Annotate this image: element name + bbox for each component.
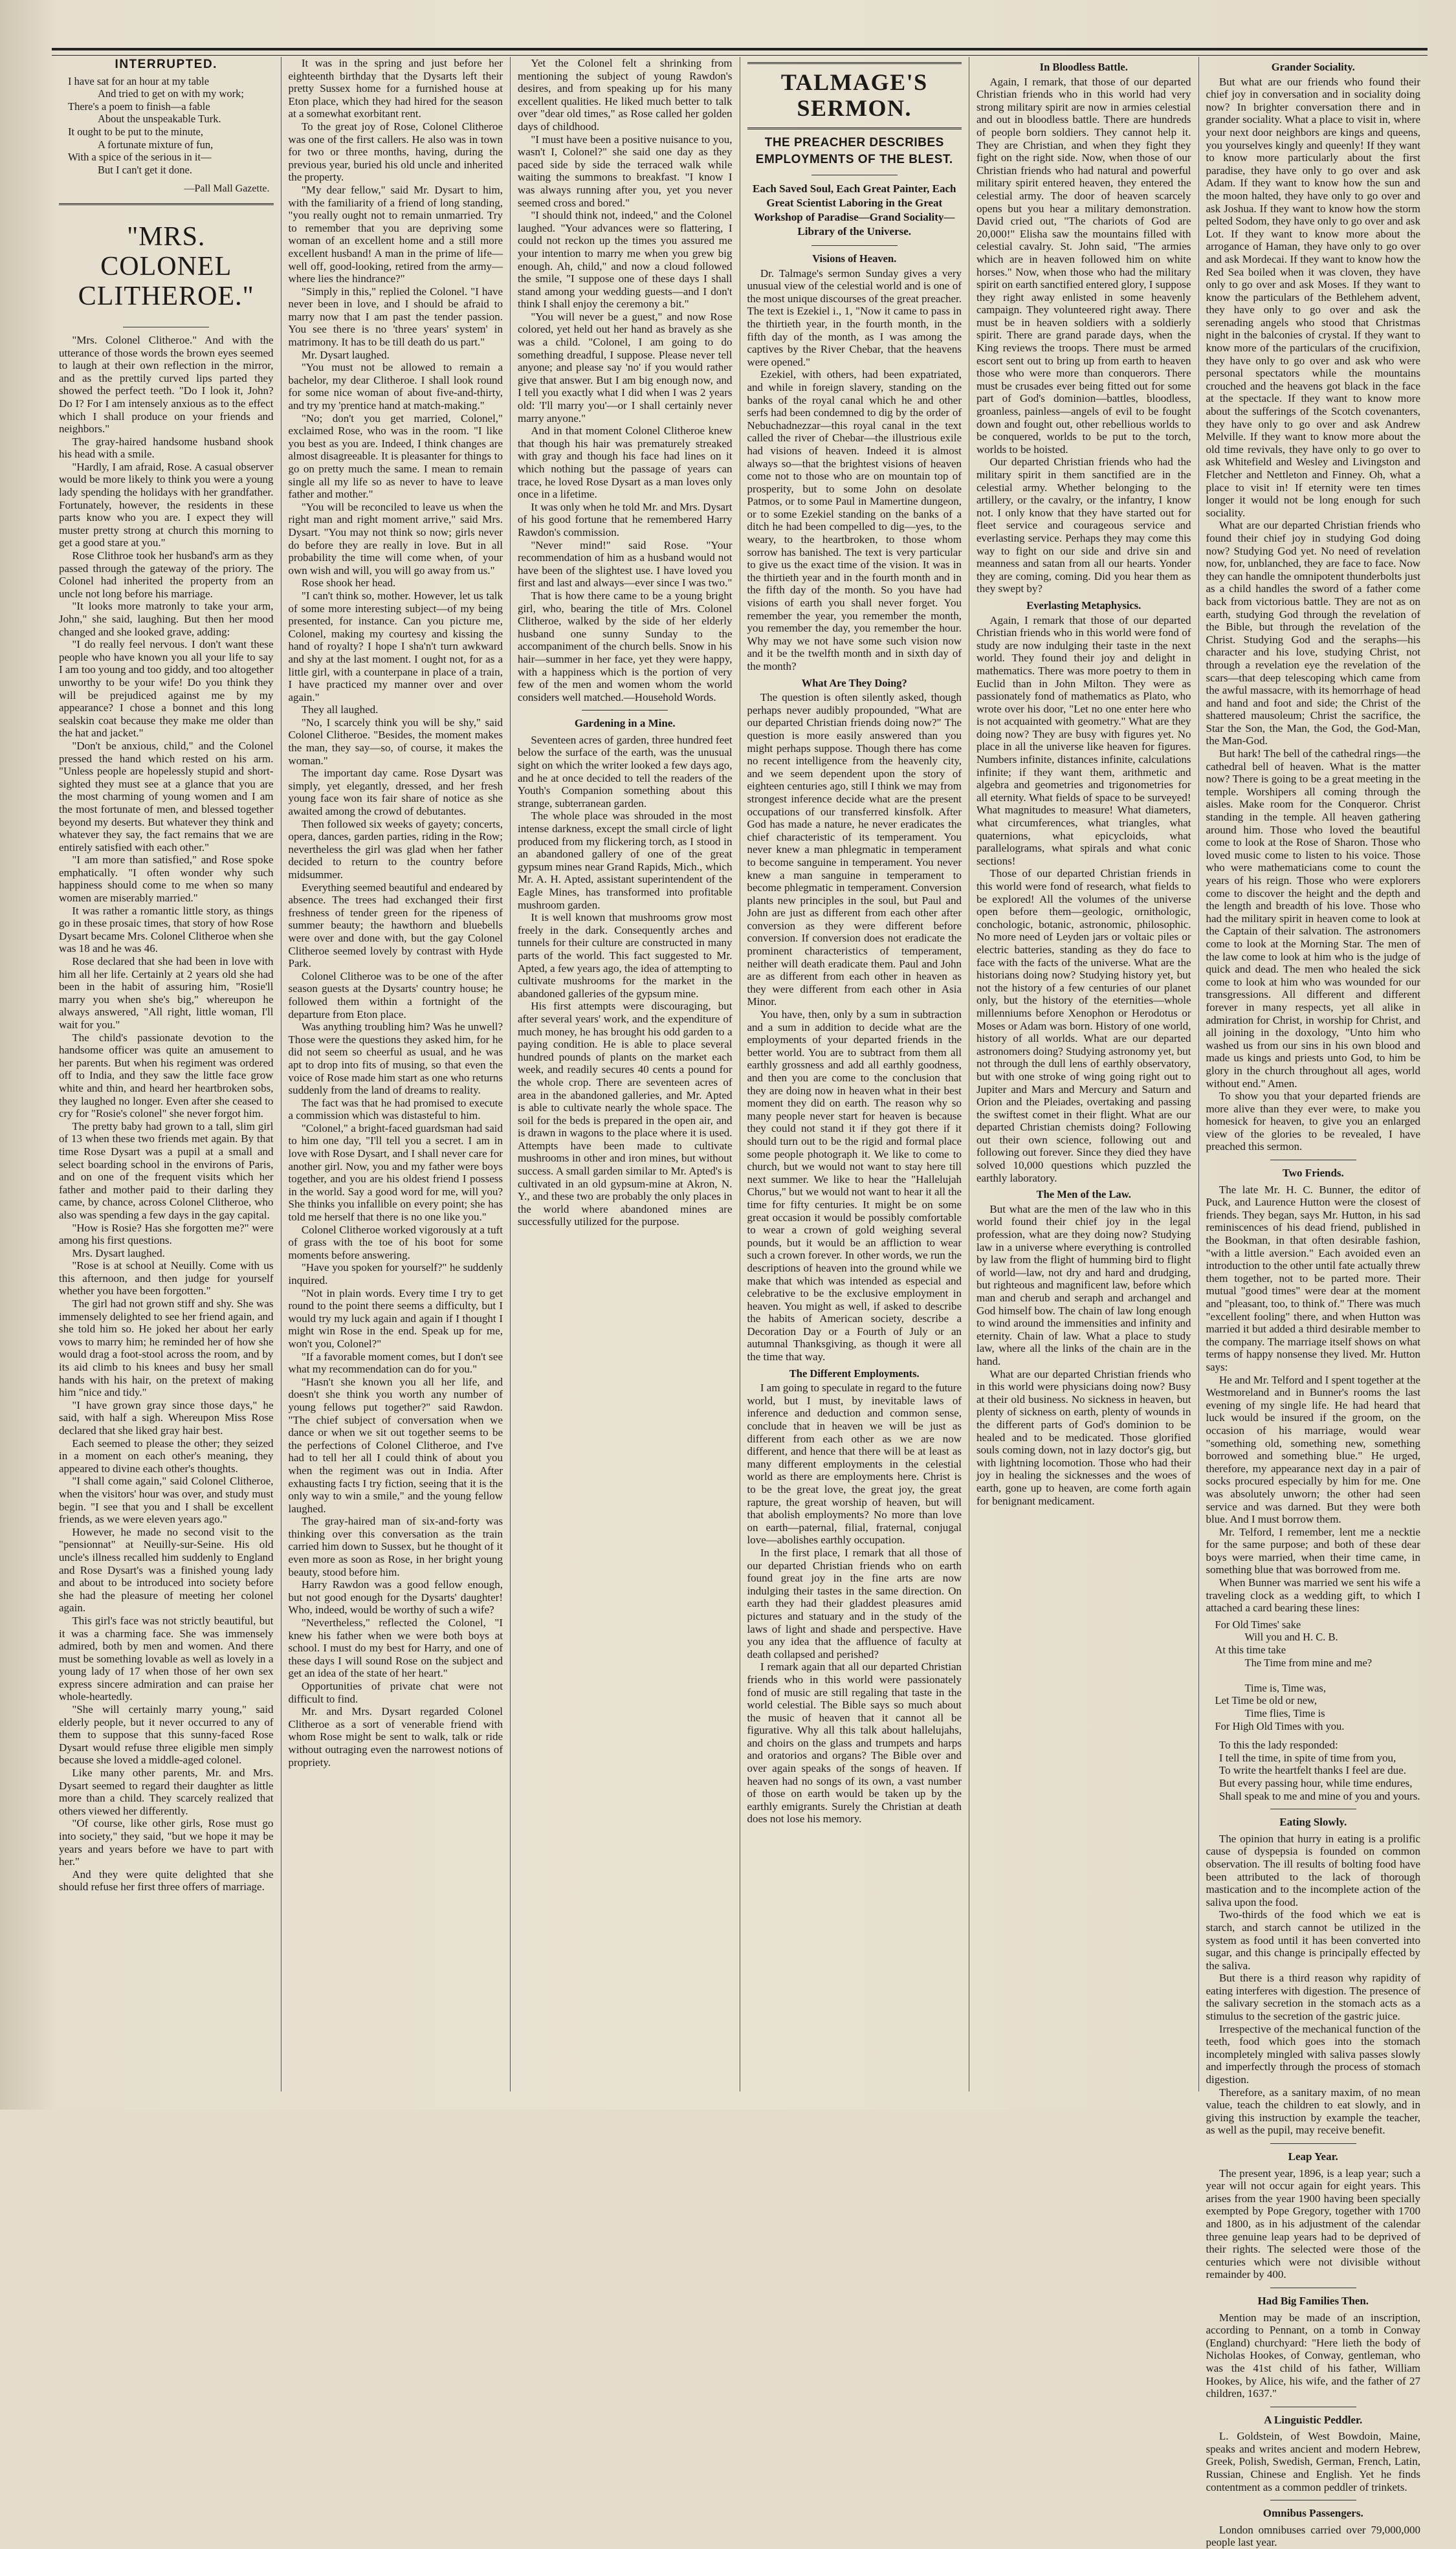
verse-line: Will you and H. C. B.	[1244, 1631, 1338, 1644]
section-divider	[59, 203, 274, 205]
item-paragraph: Mr. Telford, I remember, lent me a necktie for the same purpose; and both of these dear boys were married, when their time came, in something blue that was borrowed from me.	[1206, 1525, 1420, 1576]
item-title: Leap Year.	[1288, 2150, 1338, 2163]
poem-line: A fortunate mixture of fun,	[98, 138, 214, 151]
story-body-continued	[518, 57, 733, 703]
story-paragraph: The fact was that he had promised to execute a commission which was distasteful to him.	[288, 1096, 503, 1122]
story-paragraph: "Nevertheless," reflected the Colonel, "I knew his father when we were both boys at school. I must do my best for Harry, and one of these days I will sound Rose on the subject and get an idea of the state of her heart."	[288, 1617, 503, 1680]
story-paragraph: Colonel Clitheroe worked vigorously at a tuft of grass with the toe of his boot for some moments before answering.	[288, 1223, 503, 1261]
deck-rule	[811, 245, 898, 246]
story-paragraph: "You must not be allowed to remain a bachelor, my dear Clitheroe. I shall look round for some nice woman of about five-and-thirty, and try my 'prentice hand at match-making."	[288, 361, 503, 412]
poem-line: With a spice of the serious in it—	[68, 151, 212, 164]
story-paragraph: Colonel Clitheroe was to be one of the after season guests at the Dysarts' country house; he followed them within a fortnight of the departure from Eton place.	[288, 969, 503, 1021]
story-paragraph: "Mrs. Colonel Clitheroe." And with the utterance of those words the brown eyes seemed to laugh at their own reflection in the mirror, and as the prettily curved lips parted they showed the perfect teeth. "Do I look it, John? Do I? For I am intensely anxious as to the effect which I shall produce on your friends and neighbors."	[59, 333, 274, 436]
item-title: A Linguistic Peddler.	[1264, 2413, 1363, 2426]
item-paragraph: Shall speak to me and mine of you and yours.	[1219, 1789, 1420, 1802]
story-paragraph: "I must have been a positive nuisance to you, wasn't I, Colonel?" she said one day as they paced side by side the terraced walk while waiting the summons to breakfast. "I know I was always running after you, yet you never seemed cross and bored."	[518, 133, 733, 209]
sermon-subhead: The Men of the Law.	[1036, 1188, 1131, 1201]
story-paragraph: "I am more than satisfied," and Rose spoke emphatically. "I often wonder why such happiness should come to me when so many women are miserably married."	[59, 854, 274, 905]
story-paragraph: This girl's face was not strictly beautiful, but it was a charming face. She was immensely admired, both by men and women. And there must be something lovable as well as lovely in a young lady of 17 when those of her own sex express sincere admiration and can praise her whole-heartedly.	[59, 1614, 274, 1703]
item-paragraph: But there is a third reason why rapidity of eating interferes with digestion. The presence of the salivary secretion in the stomach acts as a stimulus to the secretion of the gastric juice.	[1206, 1972, 1420, 2023]
verse-line: For High Old Times with you.	[1215, 1719, 1345, 1732]
story-paragraph: Harry Rawdon was a good fellow enough, but not good enough for the Dysarts' daughter! Who, indeed, would be worthy of such a wife?	[288, 1578, 503, 1617]
gardening-title: Gardening in a Mine.	[574, 717, 676, 730]
story-paragraph: And in that moment Colonel Clitheroe knew that though his hair was prematurely streaked with gray and though his face had lines on it which nothing but the passage of years can trace, he loved Rose Dysart as a man loves only once in a lifetime.	[518, 425, 733, 501]
column-5	[969, 57, 1199, 2091]
story-paragraph: The gray-haired man of six-and-forty was thinking over this conversation as the train carried him down to Sussex, but he thought of it even more as soon as Rose, in her bright young beauty, stood before him.	[288, 1515, 503, 1578]
story-paragraph: The girl had not grown stiff and shy. She was immensely delighted to see her friend again, and she told him so. He joked her about her early vows to marry him; he reminded her of how she would drag a foot-stool across the room, and by its aid climb to his knees and busy her small hands with his hair, on the pretext of making him "nice and tidy."	[59, 1297, 274, 1399]
sermon-paragraph: To show you that your departed friends are more alive than they ever were, to make you homesick for heaven, to give you an enlarged view of the glories to be revealed, I have preached this sermon.	[1206, 1090, 1420, 1153]
sermon-paragraph: But hark! The bell of the cathedral rings—the cathedral bell of heaven. What is the matter now? There is going to be a great meeting in the temple. Worshipers all coming through the aisles. Make room for the Conqueror. Christ standing in the temple. All heaven gathering around him. Those who loved the beautiful come to look at the Rose of Sharon. Those who loved music come to listen to his voice. Those who were mathematicians come to count the years of his reign. Those who were explorers come to discover the height and the depth and the length and breadth of his love. Those who had the military spirit in heaven come to look at the Captain of their salvation. The astronomers come to look at the Morning Star. The men of the law come to look at him who is the judge of quick and dead. The men who healed the sick come to look at him who was wounded for our transgressions. All different and different forever in many respects, yet all alike in admiration for Christ, in worship for Christ, and all joining in the doxology, "Unto him who washed us from our sins in his own blood and made us kings and priests unto God, to him be glory in the church throughout all ages, world without end." Amen.	[1206, 747, 1420, 1090]
story-paragraph: Mr. and Mrs. Dysart regarded Colonel Clitheroe as a sort of venerable friend with whom Rose might be sent to walk, talk or ride without outraging even the narrowest notions of propriety.	[288, 1705, 503, 1769]
story-paragraph: Each seemed to please the other; they seized in a moment on each other's meaning, they appeared to divine each other's thoughts.	[59, 1437, 274, 1475]
item-paragraph: To write the heartfelt thanks I feel are due.	[1219, 1764, 1406, 1777]
sermon-rule-top	[747, 62, 962, 64]
poem-line: About the unspeakable Turk.	[98, 113, 221, 126]
story-paragraph: Was anything troubling him? Was he unwell? Those were the questions they asked him, for he did not seem so cheerful as usual, and he was apt to drop into fits of musing, so that even the voice of Rose made him start as one who returns suddenly from the land of dreams to reality.	[288, 1021, 503, 1097]
story-paragraph: "Of course, like other girls, Rose must go into society," they said, "but we hope it may be years and years before we have to part with her."	[59, 1817, 274, 1868]
sermon-subdeck: Each Saved Soul, Each Great Painter, Each Great Scientist Laboring in the Great Workshop of Paradise—Grand Sociality—Library of the Universe.	[752, 182, 956, 237]
sermon-subhead: Grander Sociality.	[1271, 61, 1355, 73]
sermon-rule-bottom	[747, 127, 962, 129]
masthead-rule	[52, 48, 1428, 56]
sermon-body	[747, 267, 962, 1826]
item-title: Omnibus Passengers.	[1263, 2507, 1363, 2520]
story-paragraph: "If a favorable moment comes, but I don't see what my recommendation can do for you."	[288, 1350, 503, 1376]
story-paragraph: "Don't be anxious, child," and the Colonel pressed the hand which rested on his arm. "Unless people are hopelessly stupid and short-sighted they must see at a glance that you are the most charming of young women and I am the most fortunate of men, and blessed together beyond my deserts. But whatever they think and whatever they say, the fact remains that we are entirely satisfied with each other."	[59, 739, 274, 854]
sermon-paragraph: Again, I remark, that those of our departed Christian friends who in this world had very strong military spirit are now in armies celestial and out in bloodless battle. There are hundreds of people born soldiers. They cannot help it. They are Christian, and when they fight they fight on the right side. Now, when those of our Christian friends who had natural and powerful military spirit entered heaven, they entered the celestial army. The door of heaven scarcely opens but you hear a military demonstration. David cried out, "The chariots of God are 20,000!" Elisha saw the mountains filled with celestial cavalry. St. John said, "The armies which are in heaven followed him on white horses." Now, when those who had the military spirit on earth sanctified entered glory, I suppose they right away enlisted in some heavenly campaign. They volunteered right away. There must be in heaven soldiers with a soldierly spirit. There are grand parade days, when the King reviews the troops. There must be armed escort sent out to bring up from earth to heaven those who were more than conquerors. There must be crusades ever being fitted out for some part of God's dominion—battles, bloodless, groanless, painless—angels of evil to be fought down and fought out, other rebellious worlds to be conquered, worlds to be put to the torch, worlds to be hoisted.	[976, 75, 1191, 456]
story-paragraph: Yet the Colonel felt a shrinking from mentioning the subject of young Rawdon's desires, and from speaking up for his many excellent qualities. He liked much better to talk over "dear old times," as Rose called her golden days of childhood.	[518, 57, 733, 133]
item-title: Two Friends.	[1282, 1167, 1344, 1180]
item-paragraph: To this the lady responded:	[1219, 1739, 1338, 1752]
story-paragraph: "I shall come again," said Colonel Clitheroe, when the visitors' hour was over, and study must begin. "I see that you and I shall be excellent friends, as we were eleven years ago."	[59, 1475, 274, 1526]
verse-line: Time is, Time was,	[1244, 1681, 1326, 1694]
sermon-subhead: In Bloodless Battle.	[1039, 61, 1128, 73]
story-paragraph: "How is Rosie? Has she forgotten me?" were among his first questions.	[59, 1221, 274, 1247]
item-paragraph: Mention may be made of an inscription, according to Pennant, on a tomb in Conway (England) churchyard: "Here lieth the body of Nicholas Hookes, of Conway, gentleman, who was the 41st child of his father, William Hookes, by Alice, his wife, and the father of 27 children, 1637."	[1206, 2311, 1420, 2400]
sermon-body-continued	[976, 61, 1191, 1507]
story-paragraph: Mr. Dysart laughed.	[301, 348, 390, 361]
story-paragraph: The important day came. Rose Dysart was simply, yet elegantly, dressed, and her fresh young face won its fair share of notice as she awaited among the crowd of debutantes.	[288, 767, 503, 818]
item-paragraph: The opinion that hurry in eating is a prolific cause of dyspepsia is founded on common observation. The ill results of bolting food have been attributed to the lack of thorough mastication and to the incomplete action of the saliva upon the food.	[1206, 1832, 1420, 1908]
sermon-paragraph: Those of our departed Christian friends in this world were fond of research, what fields to be explored! All the volumes of the universe open before them—geologic, ornithologic, conchologic, botanic, astronomic, philosophic. No more need of Leyden jars or voltaic piles or electric batteries, standing as they do face to face with the facts of the universe. What are the historians doing now? Studying history yet, but not the history of a few centuries of our planet only, but the history of the eternities—whole millenniums before Xenophon or Herodotus or Moses or Adam was born. History of one world, history of all worlds. What are our departed astronomers doing? Studying astronomy yet, but not through the dull lens of earthly observatory, but with one stroke of wing going right out to Jupiter and Mars and Mercury and Saturn and Orion and the Pleiades, overtaking and passing the swiftest comet in their flight. What are our departed Christian chemists doing? Following out their own science, following out and following out forever. Since they died they have solved 10,000 questions which puzzled the earthly laboratory.	[976, 867, 1191, 1184]
sermon-paragraph: But what are our friends who found their chief joy in conversation and in sociality doing now? In brighter conversation there and in grander sociality. What a place to visit in, where your next door neighbors are kings and queens, you yourselves kingly and queenly! If they want to know more particularly about the first paradise, they have only to go over and ask Adam. If they want to know how the sun and the moon halted, they have only to go over and ask Joshua. If they want to know how the storm pelted Sodom, they have only to go over and ask Lot. If they want to know more about the arrogance of Haman, they have only to go over and ask Mordecai. If they want to know how the Red Sea boiled when it was cloven, they have only to go over and ask Moses. If they want to know the particulars of the Bethlehem advent, they have only to go over and ask the serenading angels who stood that Christmas night in the balconies of crystal. If they want to know more of the particulars of the crucifixion, they have only to go over and ask who were personal spectators while the mountains crouched and the heavens got black in the face at the spectacle. If they want to know more about the sufferings of the Scotch covenanters, they have only to go over and ask Andrew Melville. If they want to know more about the old time revivals, they have only to go over to ask Whitefield and Wesley and Livingston and Fletcher and Nettleton and Finney. Oh, what a place to visit in! If eternity were ten times longer it would not be long enough for such sociality.	[1206, 75, 1420, 519]
story-paragraph: "Never mind!" said Rose. "Your recommendation of him as a husband would not have been of the slightest use. I have loved you first and last and always—ever since I was two."	[518, 538, 733, 590]
sermon-title: TALMAGE'S SERMON.	[780, 69, 928, 121]
columns-container	[52, 57, 1428, 2549]
story-paragraph: "No, I scarcely think you will be shy," said Colonel Clitheroe. "Besides, the moment makes the man, they say—so, of course, it makes the woman."	[288, 716, 503, 767]
sermon-body-continued	[1206, 61, 1421, 1153]
sermon-paragraph: What are our departed Christian friends who found their chief joy in studying God doing now? Studying God yet. No need of revelation now, for, unblanched, they are face to face. Now they can handle the omnipotent thunderbolts just as a child handles the sword of a father come back from victorious battle. They are not as on earth, studying God through the revelation of the Bible, but through the revelation of the Christ. Studying God and the seraphs—his character and his love, studying Christ, not through a revelation eye the revelation of the scars—that deep telescoping which came from the awful massacre, with its hemorrhage of head and hand and foot and side; the Christ of the shattered mausoleum; Christ the sacrifice, the Star the Son, the Man, the God, the God-Man, the Man-God.	[1206, 519, 1420, 747]
poem-line: I have sat for an hour at my table	[68, 74, 210, 87]
item-paragraph: When Bunner was married we sent his wife a traveling clock as a wedding gift, to which I attached a card bearing these lines:	[1206, 1576, 1420, 1615]
sermon-subhead: What Are They Doing?	[801, 676, 907, 689]
sermon-paragraph: Dr. Talmage's sermon Sunday gives a very unusual view of the celestial world and is one of the most unique discourses of the great preacher. The text is Ezekiel i., 1, "Now it came to pass in the thirtieth year, in the fourth month, in the fifth day of the month, as I was among the captives by the River Chebar, that the heavens were opened."	[747, 267, 962, 368]
story-paragraph: However, he made no second visit to the "pensionnat" at Neuilly-sur-Seine. His old uncle's illness recalled him suddenly to England and Rose Dysart's was a finished young lady and about to be introduced into society before she had the pleasure of meeting her colonel again.	[59, 1525, 274, 1615]
sermon-subhead: Everlasting Metaphysics.	[1026, 599, 1142, 612]
story-paragraph: Rose declared that she had been in love with him all her life. Certainly at 2 years old she had been in the habit of assuring him, "Rosie'll marry you when she's big," whereupon he always answered, "All right, little woman, I'll wait for you."	[59, 955, 274, 1031]
gardening-paragraph: Seventeen acres of garden, three hundred feet below the surface of the earth, was the unusual sight on which the writer looked a few days ago, and he at once decided to tell the readers of the Youth's Companion something about this strange, subterranean garden.	[518, 733, 733, 810]
poem-line: But I can't get it done.	[98, 163, 192, 176]
sermon-paragraph: What are our departed Christian friends who in this world were physicians doing now? Busy at their old business. No sickness in heaven, but plenty of sickness on earth, plenty of wounds in the different parts of God's dominion to be healed and to be medicated. Those glorified souls coming down, not in lazy doctor's gig, but with lightning locomotion. Those who had their joy in healing the sicknesses and the woes of earth, gone up to heaven, are come forth again for benignant medicament.	[976, 1367, 1191, 1507]
story-paragraph: The gray-haired handsome husband shook his head with a smile.	[59, 435, 274, 461]
verse-gap	[1215, 1669, 1421, 1682]
story-paragraph: It was only when he told Mr. and Mrs. Dysart of his good fortune that he remembered Harry Rawdon's commission.	[518, 500, 733, 538]
story-paragraph: That is how there came to be a young bright girl, who, bearing the title of Mrs. Colonel Clitheroe, walked by the side of her elderly husband one sunny Sunday to the accompaniment of the church bells. Snow in his hair—summer in her face, yet they were happy, with a happiness which is the portion of very few of the men and women whom the world considers well matched.—Household Words.	[518, 589, 733, 703]
item-paragraph: L. Goldstein, of West Bowdoin, Maine, speaks and writes ancient and modern Hebrew, Greek, Polish, Swedish, German, French, Latin, Russian, Chinese and English. Yet he finds contentment as a common peddler of trinkets.	[1206, 2430, 1420, 2493]
column-6	[1199, 57, 1428, 2549]
story-paragraph: "Rose is at school at Neuilly. Come with us this afternoon, and then judge for yourself whether you have been forgotten."	[59, 1259, 274, 1297]
story-paragraph: The child's passionate devotion to the handsome officer was quite an amusement to her parents. But when his regiment was ordered off to India, and they saw the little face grow white and thin, and heard her heartbroken sobs, they laughed no longer. Even after she ceased to cry for "Rosie's colonel" she never forgot him.	[59, 1031, 274, 1120]
item-paragraph: Irrespective of the mechanical function of the teeth, food which goes into the stomach incompletely mingled with saliva passes slowly and imperfectly through the process of stomach digestion.	[1206, 2022, 1420, 2086]
sermon-paragraph: Again, I remark that those of our departed Christian friends who in this world were fond of study are now indulging their taste in the next world. They found their joy and delight in mathematics. There was more poetry to them in Euclid than in John Milton. They were as passionately fond of mathematics as Plato, who wrote over his door, "Let no one enter here who is not acquainted with geometry." What are they doing now? They are busy with figures yet. No place in all the universe like heaven for figures. Numbers infinite, distances infinite, calculations infinite; if they want them, arithmetic and algebra and geometries and trigonometries for all eternity. What fields of space to be surveyed! What magnitudes to measure! What diameters, what circumferences, what triangles, what quaternions, what epicycloids, what parallelograms, what spirals and what conic sections!	[976, 613, 1191, 867]
sermon-paragraph: I remark again that all our departed Christian friends who in this world were passionately fond of music are still regaling that taste in the world celestial. The Bible says so much about the music of heaven that it cannot all be figurative. Why all this talk about hallelujahs, and choirs on the glass and trumpets and harps and oratorios and organs? The Bible over and over again speaks of the songs of heaven. If heaven had no songs of its own, a vast number of those on earth would be taken up by the earthly emigrants. Surely the Christian at death does not lose his memory.	[747, 1661, 962, 1826]
story-paragraph: Rose Clithroe took her husband's arm as they passed through the gateway of the priory. The Colonel had inherited the property from an uncle not long before his marriage.	[59, 549, 274, 600]
item-paragraph: He and Mr. Telford and I spent together at the Westmoreland and in Bunner's rooms the last evening of my single life. He had heard that luck would be insured if the groom, on the occasion of his marriage, would wear "something old, something new, something borrowed and something blue." He urged, therefore, my appearance next day in a pair of socks procured especially by him for me. One was absolutely unworn; the other had seen service and was darned. But they were both blue. And I must borrow them.	[1206, 1373, 1420, 1526]
miscellany	[1206, 1160, 1421, 2549]
story-paragraph: To the great joy of Rose, Colonel Clitheroe was one of the first callers. He also was in town for two or three months, having, during the previous year, buried his old uncle and inherited the property.	[288, 120, 503, 184]
story-paragraph: And they were quite delighted that she should refuse her first three offers of marriage.	[59, 1868, 274, 1893]
story-paragraph: "You will never be a guest," and now Rose colored, yet held out her hand as bravely as she was a child. "Colonel, I am going to do something dreadful, I suppose. Please never tell anyone; and please say 'no' if you would rather give that answer. But I am big enough now, and I tell you exactly what I did when I was 2 years old: 'I'll marry you'—or I shall certainly never marry anyone."	[518, 310, 733, 425]
gardening-body	[518, 734, 733, 1228]
item-title: Had Big Families Then.	[1257, 2294, 1369, 2307]
story-paragraph: "I can't think so, mother. However, let us talk of some more interesting subject—of my being presented, for instance. Can you picture me, Colonel, making my courtesy and kissing the hand of royalty? I hope I sha'n't turn awkward and shy at the last moment. I ought not, for as a little girl, with a counterpane in place of a train, I have practiced my manner over and over again."	[288, 589, 503, 703]
poem-line: There's a poem to finish—a fable	[68, 100, 210, 113]
section-divider	[582, 710, 668, 711]
story-paragraph: They all laughed.	[301, 703, 379, 716]
story-paragraph: "I do really feel nervous. I don't want these people who have known you all your life to say I am too young and too giddy, and too altogether unworthy to be your wife! Do you think they will be prejudiced against me by my appearance? I chose a bonnet and this long sealskin coat because they make me older than the hat and jacket."	[59, 638, 274, 740]
story-body-continued	[289, 57, 503, 1769]
poem-verse	[68, 75, 274, 177]
item-paragraph: The present year, 1896, is a leap year; such a year will not occur again for eight years. This arises from the year 1900 having been specially exempted by Pope Gregory, together with 1700 and 1800, as in his adjustment of the calendar three genuine leap years had to be deprived of their rights. The selected were those of the centuries which were not divisible without remainder by 400.	[1206, 2167, 1420, 2281]
sermon-subhead: The Different Employments.	[789, 1367, 920, 1380]
story-paragraph: "Hasn't she known you all her life, and doesn't she think you worth any number of young fellows put together?" said Rawdon. "The chief subject of conversation when we dance or when we sit out together seems to be the perfections of Colonel Clitheroe, and I've had to tell her all I could think of about you when the regiment was out in India. After exhausting facts I try fiction, seeing that it is the only way to win a smile," and the young fellow laughed.	[288, 1375, 503, 1515]
verse-line: Let Time be old or new,	[1215, 1694, 1317, 1707]
sermon-paragraph: Ezekiel, with others, had been expatriated, and while in foreign slavery, standing on the banks of the royal canal which he and other serfs had been condemned to dig by the order of Nebuchadnezzar—this royal canal in the text called the river of Chebar—the illustrious exile had visions of heaven. Indeed it is almost always so—that the brightest visions of heaven come not to those who are on mountain top of prosperity, but to some John on desolate Patmos, or to some Paul in Mamertine dungeon, or to some Ezekiel standing on the banks of a ditch he had been compelled to dig—yes, to the weary, to the heartbroken, to those whom sorrow has banished. The text is very particular to give us the exact time of the vision. It was in the thirtieth year and in the fourth month and in the fifth day of the month. So you have had visions of earth you shall never forget. You remember the year, you remember the month, you remember the day, you remember the hour. Why may we not have some such vision now and it be the twelfth month and in sixth day of the month?	[747, 368, 962, 672]
verse-line: The Time from mine and me?	[1244, 1656, 1373, 1669]
story-paragraph: "My dear fellow," said Mr. Dysart to him, with the familiarity of a friend of long standing, "you really ought not to remain unmarried. Try to remember that you are depriving some woman of an excellent home and a still more excellent husband! A man in the prime of life—well off, good-looking, retired from the army—where lies the hindrance?"	[288, 183, 503, 285]
item-paragraph: Two-thirds of the food which we eat is starch, and starch cannot be utilized in the system as food until it has been converted into sugar, and this change is principally effected by the saliva.	[1206, 1908, 1420, 1972]
verse-line: At this time take	[1215, 1644, 1286, 1657]
story-paragraph: "Have you spoken for yourself?" he suddenly inquired.	[288, 1261, 503, 1286]
story-paragraph: "Not in plain words. Every time I try to get round to the point there seems a difficulty, but I would try my luck again and again if I thought I might win Rose in the end. Speak up for me, won't you, Colonel?"	[288, 1286, 503, 1350]
column-3	[511, 57, 740, 2091]
story-paragraph: "Simply in this," replied the Colonel. "I have never been in love, and I should be afraid to marry now that I am past the tender passion. You see there is no 'three years' system' in matrimony. It has to be till death do us part."	[288, 285, 503, 349]
item-paragraph: Therefore, as a sanitary maxim, of no mean value, teach the children to eat slowly, and in giving this instruction by example the teacher, as well as the pupil, may receive benefit.	[1206, 2086, 1420, 2137]
story-paragraph: It was in the spring and just before her eighteenth birthday that the Dysarts left their pretty Sussex home for a furnished house at Eton place, which they had hired for the season at a somewhat exorbitant rent.	[288, 57, 503, 120]
story-paragraph: Mrs. Dysart laughed.	[72, 1246, 165, 1259]
sermon-paragraph: I am going to speculate in regard to the future world, but I must, by inevitable laws of inference and deduction and common sense, conclude that in heaven we will be just as different from each other as we are now different, and hence that there will be at least as many different employments in the celestial world as there are employments here. Christ is to be the great love, the great joy, the great rapture, the great worship of heaven, but will that abolish employments? No more than love on earth—paternal, filial, fraternal, conjugal love—abolishes earthly occupation.	[747, 1382, 962, 1547]
item-verse	[1215, 1618, 1421, 1732]
story-paragraph: "You will be reconciled to leave us when the right man and right moment arrive," said Mrs. Dysart. "You may not think so now; girls never do before they are really in love. But in all probability the time will come when, of your own wish and will, you will go away from us."	[288, 500, 503, 577]
story-paragraph: Then followed six weeks of gayety; concerts, opera, dances, garden parties, riding in the Row; nevertheless the girl was glad when her father decided to return to the country before midsummer.	[288, 817, 503, 881]
story-paragraph: "Colonel," a bright-faced guardsman had said to him one day, "I'll tell you a secret. I am in love with Rose Dysart, and I shall never care for another girl. Now, you and my father were boys together, and you are his oldest friend I possess in the world. Say a good word for me, will you? She thinks you infallible on every point; she has told me herself that there is no one like you."	[288, 1121, 503, 1224]
gardening-paragraph: It is well known that mushrooms grow most freely in the dark. Consequently arches and tunnels for their culture are constructed in many parts of the world. This fact suggested to Mr. Apted, a few years ago, the idea of attempting to cultivate mushrooms for the market in the abandoned galleries of the gypsum mine.	[518, 911, 733, 1000]
story-paragraph: "I should think not, indeed," and the Colonel laughed. "Your advances were so flattering, I could not reckon up the times you assured me your intention to marry me when you grew big enough. Ah, child," and now a cloud followed the smile, "I suppose one of these days I shall stand among your wedding guests—and I don't think I shall enjoy the ceremony a bit."	[518, 209, 733, 311]
story-paragraph: "She will certainly marry young," said elderly people, but it never occurred to any of them to suppose that this sunny-faced Rose Dysart would refuse three eligible men simply because she loved a middle-aged colonel.	[59, 1703, 274, 1767]
gardening-paragraph: The whole place was shrouded in the most intense darkness, except the small circle of light produced from my flickering torch, as I stood in an abandoned gallery of one of the great gypsum mines near Grand Rapids, Mich., which Mr. A. H. Apted, assistant superintendent of the Eagle Mines, has transformed into profitable mushroom garden.	[518, 810, 733, 911]
poem-line: It ought to be put to the minute,	[68, 125, 203, 138]
sermon-paragraph: You have, then, only by a sum in subtraction and a sum in addition to decide what are the employments of your departed friends in the better world. You are to subtract from them all earthly grossness and add all earthly goodness, and then you are come to the conclusion that they are doing now in heaven what in their best moment they did on earth. The reason why so many people never start for heaven is because they could not stand it if they got there if it should turn out to be the rigid and formal place some people photograph it. We like to come to church, but we would not want to stay here till next summer. We like to hear the "Hallelujah Chorus," but we would not want to hear it all the time for fifty centuries. It might be on some great occasion it would be possibly comfortable to wear a crown of gold weighing several pounds, but it would be an affliction to wear such a crown forever. In other words, we run the descriptions of heaven into the ground while we make that which was intended as especial and celebrative to be the exclusive employment in heaven. You might as well, if asked to describe the habits of American society, describe a Decoration Day or a Fourth of July or an autumnal Thanksgiving, as though it were all the time that way.	[747, 1008, 962, 1363]
column-1	[52, 57, 281, 2091]
story-body	[59, 334, 274, 1893]
item-title: Eating Slowly.	[1279, 1816, 1347, 1829]
sermon-paragraph: Our departed Christian friends who had the military spirit in them sanctified are in the celestial army. Whether belonging to the artillery, or the cavalry, or the infantry, I know not. I only know that they have started out for fleet service and courageous service and everlasting service. Perhaps they may come this way to fight on our side and drive sin and meanness and satan from all our hearts. Yonder they are coming, coming. Did you hear them as they swept by?	[976, 456, 1191, 595]
sermon-paragraph: The question is often silently asked, though perhaps never audibly propounded, "What are our departed Christian friends doing now?" The question is more easily answered than you might perhaps suppose. Though there has come no recent intelligence from the heavenly city, and we seem dependent upon the story of eighteen centuries ago, still I think we may from strongest inference decide what are the present occupations of our transferred kinsfolk. After God has made a nature, he never eradicates the chief characteristic of its temperament. You never knew a man phlegmatic in temperament to become sanguine in temperament. You never knew a man sanguine in temperament to become phlegmatic in temperament. Conversion plants new principles in the soul, but Paul and John are just as different from each other after conversion as they were different before conversion. If conversion does not eradicate the prominent characteristics of temperament, neither will death eradicate them. Paul and John are as different from each other in heaven as they were different from each other in Asia Minor.	[747, 691, 962, 1008]
gardening-paragraph: His first attempts were discouraging, but after several years' work, and the expenditure of much money, he has brought his odd garden to a paying condition. He is able to place several hundred pounds of plants on the market each week, and readily secures 40 cents a pound for the whole crop. There are seventeen acres of area in the abandoned galleries, and Mr. Apted is able to cultivate nearly the whole space. The soil for the beds is prepared in the open air, and is drawn in wagons to the place where it is used. Attempts have been made to cultivate mushrooms in other and iron mines, but without success. A small garden similar to Mr. Apted's is cultivated in an old gypsum-mine at Akron, N. Y., and these two are probably the only places in the world where abandoned mines are successfully utilized for the purpose.	[518, 1000, 733, 1228]
story-paragraph: "I have grown gray since those days," he said, with half a sigh. Whereupon Miss Rose declared that she liked gray hair best.	[59, 1398, 274, 1437]
story-paragraph: It was rather a romantic little story, as things go in these prosaic times, that story of how Rose Dysart became Mrs. Colonel Clitheroe when she was 18 and he was 46.	[59, 904, 274, 955]
column-4	[740, 57, 970, 2091]
sermon-deck: THE PREACHER DESCRIBES EMPLOYMENTS OF THE BLEST.	[755, 136, 953, 166]
verse-line: For Old Times' sake	[1215, 1618, 1301, 1631]
story-title: "MRS. COLONEL CLITHEROE."	[78, 221, 254, 311]
story-paragraph: "No; don't you get married, Colonel," exclaimed Rose, who was in the room. "I like you best as you are. Indeed, I think changes are almost disagreeable. It is pleasanter for things to go on pretty much the same. I mean to remain single all my life so as never to have to leave father and mother."	[288, 412, 503, 501]
sermon-paragraph: In the first place, I remark that all those of our departed Christian friends who on earth found great joy in the fine arts are now indulging their tastes in the same direction. On earth they had their gladdest pleasures amid pictures and statuary and in the study of the laws of light and shade and perspective. Have you any idea that the affluence of faculty at death collapsed and perished?	[747, 1546, 962, 1661]
poem-title: INTERRUPTED.	[115, 58, 217, 71]
story-paragraph: Like many other parents, Mr. and Mrs. Dysart seemed to regard their daughter as little more than a child. They scarcely realized that others viewed her differently.	[59, 1767, 274, 1817]
item-paragraph: I tell the time, in spite of time from you,	[1219, 1751, 1396, 1764]
item-paragraph: But every passing hour, while time endures,	[1219, 1776, 1413, 1789]
item-divider	[1270, 2143, 1356, 2144]
story-paragraph: The pretty baby had grown to a tall, slim girl of 13 when these two friends met again. By that time Rose Dysart was a pupil at a small and select boarding school in the environs of Paris, and on one of the frequent visits which her father and mother paid to their darling they came, by chance, across Colonel Clitheroe, who also was spending a few days in the gay capital.	[59, 1120, 274, 1221]
story-paragraph: "It looks more matronly to take your arm, John," she said, laughing. But then her mood changed and she looked grave, adding:	[59, 600, 274, 638]
poem-line: And tried to get on with my work;	[98, 87, 244, 100]
item-paragraph: London omnibuses carried over 79,000,000 people last year.	[1206, 2523, 1420, 2549]
sermon-paragraph: But what are the men of the law who in this world found their chief joy in the legal profession, what are they doing now? Studying law in a universe where everything is controlled by law from the flight of humming bird to flight of world—law, not dry and hard and drudging, but righteous and magnificent law, before which man and cherub and seraph and archangel and God himself bow. The chain of law long enough to wind around the immensities and infinity and eternity. Chain of law. What a place to study law, where all the links of the chain are in the hand.	[976, 1202, 1191, 1367]
column-2	[281, 57, 511, 2091]
verse-line: Time flies, Time is	[1244, 1707, 1325, 1719]
poem-credit: —Pall Mall Gazette.	[184, 183, 270, 195]
item-paragraph: The late Mr. H. C. Bunner, the editor of Puck, and Laurence Hutton were the closest of friends. They began, says Mr. Hutton, in his sad reminiscences of his dead friend, published in the Bookman, in that often desirable fashion, "with a little aversion." Each avoided even an introduction to the other until fate actually threw them together, not to be parted more. Their mutual "good times" were dear at the moment and "pleasant, too, to think of." There was much "excellent fooling" there, and when Hutton was married it but added a third desirable member to the company. The marriage itself shows on what terms of happy nonsense they lived. Mr. Hutton says:	[1206, 1183, 1420, 1373]
story-paragraph: Everything seemed beautiful and endeared by absence. The trees had exchanged their first freshness of tender green for the ripeness of summer beauty; the hawthorn and bluebells were over and done with, but the gay Colonel Clitheroe seemed lovely by contrast with Hyde Park.	[288, 881, 503, 970]
story-paragraph: "Hardly, I am afraid, Rose. A casual observer would be more likely to think you were a young lady spending the holidays with her grandfather. Fortunately, however, the residents in these parts know who you are. I expect they will muster pretty strong at church this morning to get a good stare at you."	[59, 460, 274, 549]
story-paragraph: Opportunities of private chat were not difficult to find.	[288, 1680, 503, 1705]
sermon-byline: Visions of Heaven.	[812, 252, 897, 265]
story-paragraph: Rose shook her head.	[301, 577, 396, 590]
